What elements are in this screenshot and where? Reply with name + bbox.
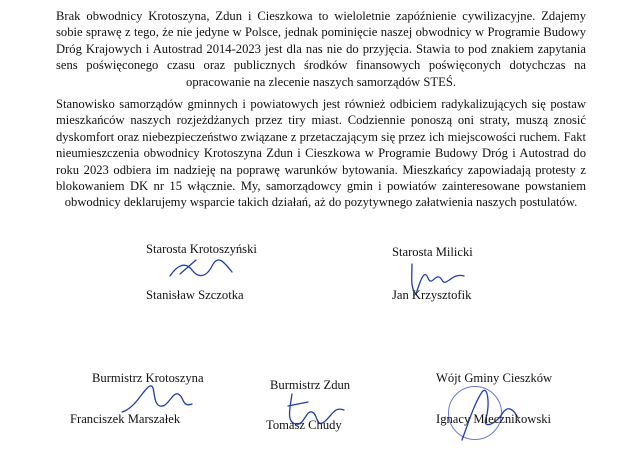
signature-3-role: Burmistrz Krotoszyna (92, 371, 204, 385)
signature-3-name: Franciszek Marszałek (70, 412, 181, 426)
signature-4-role: Burmistrz Zdun (270, 378, 351, 392)
signature-1-name: Stanisław Szczotka (146, 288, 244, 302)
signature-2-name: Jan Krzysztofik (392, 288, 472, 302)
paragraph-1: Brak obwodnicy Krotoszyna, Zdun i Cieszkowa to wieloletnie zapóźnienie cywilizacyjne. Zdajemy sobie sprawę z tego, że nie jedyne w Polsce, jednak pominięcie naszej obwodnicy w Programie Budowy Dróg Krajowych i Autostrad 2014-2023 jest dla nas nie do przyjęcia. Stawia to pod znakiem zapytania sens poświęconego czasu oraz publicznych środków finansowych poświęconych dotychczas na opracowanie na zlecenie naszych samorządów STEŚ. (56, 9, 586, 89)
signature-1-role: Starosta Krotoszyński (146, 242, 257, 256)
signature-2-role: Starosta Milicki (392, 245, 473, 259)
paragraph-2: Stanowisko samorządów gminnych i powiatowych jest również odbiciem radykalizujących się postaw mieszkańców naszych rozjeżdżanych przez tiry miast. Codziennie ponoszą oni straty, muszą znosić dyskomfort oraz niebezpieczeństwo związane z przetaczającym się przez ich miejscowości ruchem. Fakt nieumieszczenia obwodnicy Krotoszyna Zdun i Cieszkowa w Programie Budowy Dróg i Autostrad do roku 2023 odbiera im nadzieję na poprawę warunków bytowania. Mieszkańcy zapowiadają protesty z blokowaniem DK nr 15 włącznie. My, samorządowcy gmin i powiatów zainteresowane powstaniem obwodnicy deklarujemy wsparcie takich działań, aż do pozytywnego załatwienia naszych postulatów. (56, 97, 586, 210)
handwritten-signature-1 (166, 256, 236, 284)
signature-4-name: Tomasz Chudy (266, 418, 342, 432)
signature-5-name: Ignacy Miecznikowski (436, 412, 552, 426)
signature-5-role: Wójt Gminy Cieszków (436, 371, 553, 385)
